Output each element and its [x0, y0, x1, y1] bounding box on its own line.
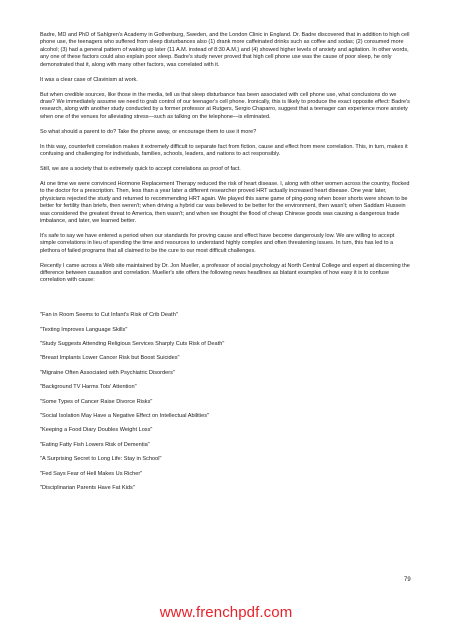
headline-item: "Fan in Room Seems to Cut Infant's Risk of Crib Death"	[40, 312, 178, 319]
headline-item: "Social Isolation May Have a Negative Effect on Intellectual Abilities"	[40, 413, 209, 420]
paragraph: So what should a parent to do? Take the phone away, or encourage them to use it more?	[40, 128, 257, 135]
paragraph: It's safe to say we have entered a period when our standards for proving cause and effect have become dangerously low. We are willing to accept simple correlations in lieu of spending the time and resources to understand highly complex and often threatening issues. In turn, this has led to a plethora of failed programs that all claimed to be the cure to our most difficult challenges.	[40, 232, 395, 254]
paragraph: At one time we were convinced Hormone Replacement Therapy reduced the risk of heart disease. I, along with other women across the country, flocked to the doctor for a prescription. Then, less than a year later a different researcher proved HRT actually increased heart disease. One year later, physicians rejected the study and returned to recommending HRT again. We played this same game of ping-pong when boxer shorts were shown to be better for fertility than briefs, then weren't; when driving a hybrid car was believed to be better for the environment, then wasn't; when Saddam Hussein was considered the greatest threat to America, then wasn't; and when we thought the flood of cheap Chinese goods was causing a dangerous trade imbalance, and later, we learned better.	[40, 180, 410, 224]
headline-list	[40, 312, 410, 492]
headline-item: "Study Suggests Attending Religious Services Sharply Cuts Risk of Death"	[40, 341, 225, 348]
watermark-link[interactable]: www.frenchpdf.com	[159, 604, 293, 621]
page-number: 79	[404, 577, 411, 583]
headline-item: "Eating Fatty Fish Lowers Risk of Dementia"	[40, 441, 150, 448]
paragraph: In this way, counterfeit correlation makes it extremely difficult to separate fact from fiction, cause and effect from mere correlation. This, in turn, makes it confusing and challenging for individuals, families, schools, leaders, and nations to act responsibly.	[40, 143, 408, 157]
headline-item: "Migraine Often Associated with Psychiatric Disorders"	[40, 369, 175, 376]
paragraph: Still, we are a society that is extremely quick to accept correlations as proof of fact.	[40, 165, 241, 172]
headline-item: "Some Types of Cancer Raise Divorce Risks"	[40, 398, 153, 405]
paragraph: Recently I came across a Web site maintained by Dr. Jon Mueller, a professor of social psychology at North Central College and expert at discerning the difference between causation and correlation. Mueller's site offers the following news headlines as blatant examples of how easy it is to confuse correlation with cause:	[40, 262, 410, 284]
headline-item: "Keeping a Food Diary Doubles Weight Loss"	[40, 427, 153, 434]
headline-item: "Texting Improves Language Skills"	[40, 326, 128, 333]
page-body	[40, 32, 410, 499]
headline-item: "Fed Says Fear of Hell Makes Us Richer"	[40, 470, 143, 477]
paragraph: Badre, MD and PhD of Sahlgren's Academy in Gothenburg, Sweden, and the London Clinic in England. Dr. Badre discovered that in addition to high cell phone use, the teenagers who suffered from sleep disturbances also (1) drank more caffeinated drinks such as coffee and sodas; (2) consumed more alcohol; (3) had a general pattern of waking up later (11 A.M. instead of 8:30 A.M.) and (4) showed higher levels of anxiety and agitation. In other words, any one of these factors could also explain poor sleep. Badre's study never proved that high cell phone use was the cause of poor sleep, he only demonstrated that it, along with many other factors, was correlated with it.	[40, 32, 410, 68]
headline-item: "A Surprising Secret to Long Life: Stay in School"	[40, 456, 162, 463]
headline-item: "Breast Implants Lower Cancer Risk but Boost Suicides"	[40, 355, 180, 362]
paragraph: But when credible sources, like those in the media, tell us that sleep disturbance has been associated with cell phone use, what conclusions do we draw? We immediately assume we need to grab control of our teenager's cell phone. Ironically, this is likely to produce the exact opposite effect: Badre's research, along with another study conducted by a former professor at Rutgers, Sergio Chaparro, suggest that a teenager can experience more anxiety when one of the venues for alleviating stress—such as talking on the telephone—is eliminated.	[40, 91, 410, 120]
headline-item: "Disciplinarian Parents Have Fat Kids"	[40, 484, 135, 491]
section-spacer	[40, 292, 410, 312]
headline-item: "Background TV Harms Tots' Attention"	[40, 384, 137, 391]
paragraph: It was a clear case of Clavinism at work.	[40, 76, 138, 83]
